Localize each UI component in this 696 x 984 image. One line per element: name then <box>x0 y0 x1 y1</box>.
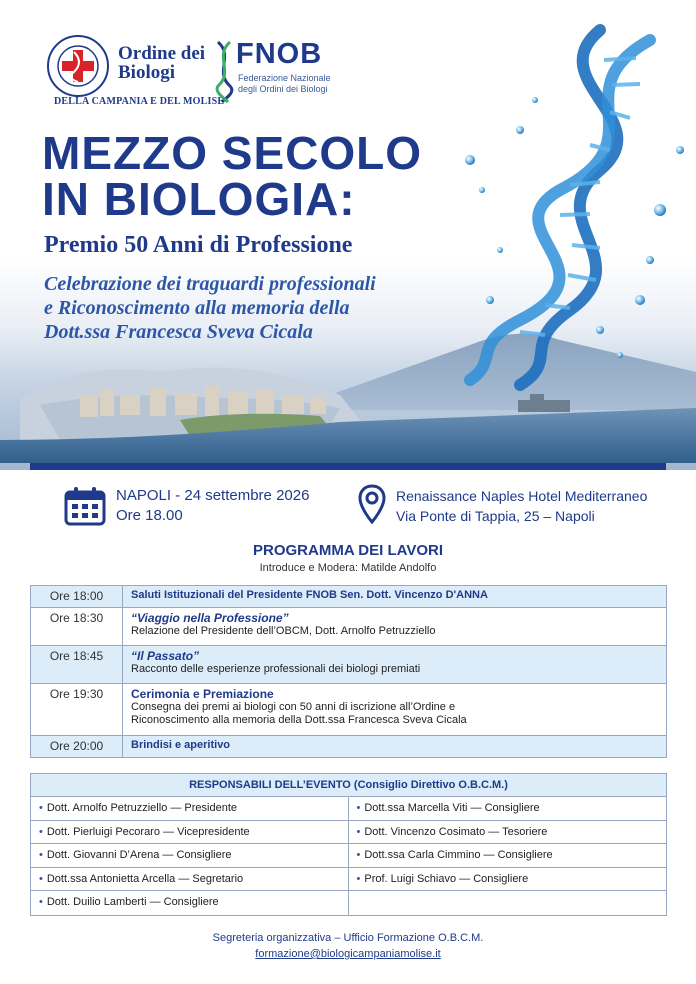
event-time: Ore 18.00 <box>116 507 183 524</box>
fnob-line2: degli Ordini dei Biologi <box>238 84 328 94</box>
list-item-empty <box>349 891 667 915</box>
member-name: Dott. Arnolfo Petruzziello — Presidente <box>46 802 238 814</box>
fnob-fullname <box>238 73 331 95</box>
program-item-title: Cerimonia e Premiazione <box>131 687 274 701</box>
program-row <box>31 608 667 646</box>
program-time: Ore 18:45 <box>31 646 123 684</box>
fnob-acronym: FNOB <box>236 38 323 70</box>
member-name: Dott. Giovanni D’Arena — Consigliere <box>46 849 232 861</box>
member-name: Dott. Vincenzo Cosimato — Tesoriere <box>364 825 548 838</box>
program-content <box>123 684 667 736</box>
fnob-line1: Federazione Nazionale <box>238 73 331 83</box>
title-line1: MEZZO SECOLO <box>42 127 422 179</box>
title-line2: IN BIOLOGIA: <box>42 173 356 225</box>
obi-name: Ordine dei Biologi <box>118 43 206 83</box>
program-item-title: “Il Passato” <box>131 649 200 663</box>
responsabili-column-left <box>31 797 349 915</box>
list-item <box>31 797 348 821</box>
calendar-icon <box>64 486 106 526</box>
list-item <box>31 868 348 892</box>
event-venue: Renaissance Naples Hotel Mediterraneo <box>396 488 648 504</box>
location-pin-icon <box>358 484 386 524</box>
event-date: NAPOLI - 24 settembre 2026 <box>116 487 310 504</box>
event-datetime <box>116 486 309 526</box>
list-item <box>349 797 667 821</box>
program-row <box>31 586 667 608</box>
program-time: Ore 18:00 <box>31 586 123 608</box>
program-title: PROGRAMMA DEI LAVORI <box>253 542 443 559</box>
list-item <box>31 821 348 845</box>
responsabili-grid <box>31 797 666 915</box>
program-item-desc: Consegna dei premi ai biologi con 50 anni di iscrizione all’Ordine e Riconoscimento alla memoria della Dott.ssa Francesca Sveva Cicala <box>131 701 467 726</box>
program-item-desc: Relazione del Presidente dell’OBCM, Dott. Arnolfo Petruzziello <box>131 625 436 637</box>
bullet-icon: • <box>39 872 43 885</box>
footer-email-link[interactable]: formazione@biologicampaniamolise.it <box>255 948 441 960</box>
footer-secretariat: Segreteria organizzativa – Ufficio Formazione O.B.C.M. <box>212 932 484 944</box>
list-item <box>349 844 667 868</box>
subtitle: Premio 50 Anni di Professione <box>44 232 353 258</box>
event-address: Via Ponte di Tappia, 25 – Napoli <box>396 508 595 524</box>
member-name: Dott.ssa Marcella Viti — Consigliere <box>364 802 540 814</box>
bullet-icon: • <box>356 825 361 838</box>
program-content <box>123 586 667 608</box>
responsabili-box <box>30 773 667 916</box>
responsabili-title: RESPONSABILI DELL’EVENTO (Consiglio Direttivo O.B.C.M.) <box>31 774 666 797</box>
hero-divider <box>30 463 666 470</box>
program-item-title: Brindisi e aperitivo <box>131 739 231 751</box>
list-item <box>349 868 667 892</box>
program-content <box>123 646 667 684</box>
list-item <box>31 891 348 915</box>
program-time: Ore 18:30 <box>31 608 123 646</box>
bullet-icon: • <box>39 896 43 908</box>
bullet-icon: • <box>356 802 361 814</box>
program-moderator: Introduce e Modera: Matilde Andolfo <box>259 562 437 574</box>
program-row <box>31 646 667 684</box>
bullet-icon: • <box>356 872 361 885</box>
hero-banner <box>0 0 696 470</box>
member-name: Dott.ssa Carla Cimmino — Consigliere <box>364 849 553 861</box>
description-line1: Celebrazione dei traguardi professionali <box>44 273 376 295</box>
description <box>44 272 376 344</box>
list-item <box>349 821 667 845</box>
program-item-title: Saluti Istituzionali del Presidente FNOB Sen. Dott. Vincenzo D'ANNA <box>131 589 488 601</box>
obi-region: DELLA CAMPANIA E DEL MOLISE <box>54 96 225 107</box>
member-name: Dott.ssa Antonietta Arcella — Segretario <box>46 872 244 885</box>
program-content <box>123 736 667 758</box>
bullet-icon: • <box>39 825 43 838</box>
member-name: Dott. Duilio Lamberti — Consigliere <box>46 896 219 908</box>
description-line2: e Riconoscimento alla memoria della <box>44 297 350 319</box>
program-item-title: “Viaggio nella Professione” <box>131 611 289 625</box>
member-name: Dott. Pierluigi Pecoraro — Vicepresidente <box>46 825 250 838</box>
program-item-desc: Racconto delle esperienze professionali dei biologi premiati <box>131 663 421 675</box>
responsabili-column-right <box>349 797 667 915</box>
program-time: Ore 20:00 <box>31 736 123 758</box>
bullet-icon: • <box>39 802 43 814</box>
bullet-icon: • <box>39 849 43 861</box>
event-location <box>396 486 647 526</box>
main-title <box>42 127 422 225</box>
list-item <box>31 844 348 868</box>
bullet-icon: • <box>356 849 361 861</box>
program-row <box>31 684 667 736</box>
program-row <box>31 736 667 758</box>
program-content <box>123 608 667 646</box>
description-line3: Dott.ssa Francesca Sveva Cicala <box>44 321 313 343</box>
program-time: Ore 19:30 <box>31 684 123 736</box>
program-table <box>30 585 667 758</box>
member-name: Prof. Luigi Schiavo — Consigliere <box>364 872 529 885</box>
